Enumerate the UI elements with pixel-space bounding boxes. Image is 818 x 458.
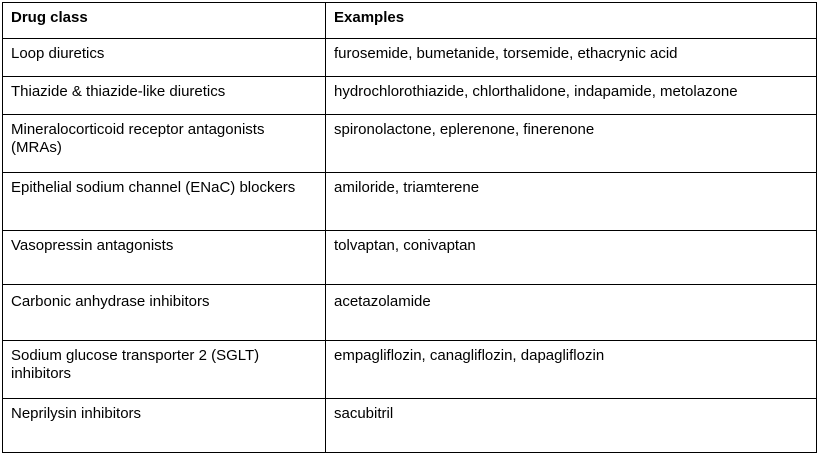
- table-row: [3, 285, 817, 341]
- table-row: [3, 77, 817, 115]
- drug-class-cell: Loop diuretics: [3, 39, 326, 77]
- examples-cell: empagliflozin, canagliflozin, dapagliflozin: [326, 341, 817, 399]
- column-header-examples: Examples: [326, 3, 817, 39]
- examples-cell: hydrochlorothiazide, chlorthalidone, indapamide, metolazone: [326, 77, 817, 115]
- drug-class-table: [2, 2, 817, 453]
- table-row: [3, 341, 817, 399]
- column-header-drug-class: Drug class: [3, 3, 326, 39]
- drug-class-cell: Neprilysin inhibitors: [3, 399, 326, 453]
- examples-cell: sacubitril: [326, 399, 817, 453]
- table-row: [3, 399, 817, 453]
- examples-cell: furosemide, bumetanide, torsemide, ethacrynic acid: [326, 39, 817, 77]
- table-row: [3, 115, 817, 173]
- drug-class-cell: Carbonic anhydrase inhibitors: [3, 285, 326, 341]
- drug-class-table-container: [2, 2, 817, 453]
- drug-class-cell: Mineralocorticoid receptor antagonists (MRAs): [3, 115, 326, 173]
- drug-class-cell: Epithelial sodium channel (ENaC) blockers: [3, 173, 326, 231]
- examples-cell: spironolactone, eplerenone, finerenone: [326, 115, 817, 173]
- drug-class-cell: Thiazide & thiazide-like diuretics: [3, 77, 326, 115]
- table-header-row: [3, 3, 817, 39]
- examples-cell: amiloride, triamterene: [326, 173, 817, 231]
- table-row: [3, 231, 817, 285]
- table-row: [3, 39, 817, 77]
- examples-cell: acetazolamide: [326, 285, 817, 341]
- drug-class-cell: Sodium glucose transporter 2 (SGLT) inhibitors: [3, 341, 326, 399]
- drug-class-cell: Vasopressin antagonists: [3, 231, 326, 285]
- table-row: [3, 173, 817, 231]
- examples-cell: tolvaptan, conivaptan: [326, 231, 817, 285]
